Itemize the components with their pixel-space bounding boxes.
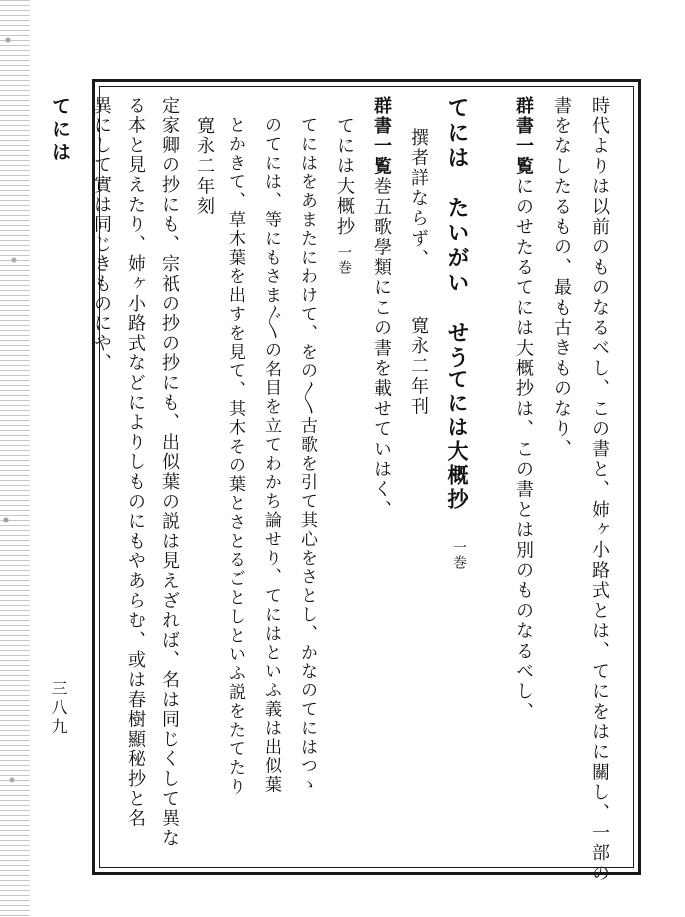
quote-entry-title: てには大概抄 <box>334 116 355 238</box>
para2-line1: 定家卿の抄にも、宗祇の抄の抄にも、出似葉の説は見えざれば、名は同じくして異な <box>159 96 180 849</box>
source-line-label: 群書一覧 <box>371 96 392 177</box>
section-heading: てには たいがい せう <box>444 96 470 371</box>
author-line: 撰者詳ならず、 <box>408 128 429 270</box>
para2-line2: る本と見えたり、姉ヶ小路式などによりしものにもやあらむ、或は春樹顯秘抄と名 <box>125 96 146 829</box>
section-subtitle: てには大概抄 <box>445 368 470 512</box>
para1-line2: 書をなしたるもの、最も古きものなり、 <box>551 96 572 460</box>
source-line <box>372 96 390 520</box>
running-head: てには <box>49 96 71 165</box>
quote-line1: てにはをあまたにわけて、をの〳〵古歌を引て其心をさとし、かなのてにはつゝ <box>297 116 317 795</box>
author-edition: 寛永二年刊 <box>408 316 429 417</box>
para1-line3-text: にのせたるてには大概抄は、この書とは別のものなるべし、 <box>513 176 534 723</box>
para2-line3: 異にして實は同じきものにや、 <box>91 96 112 374</box>
section-volumes: 一巻 <box>451 540 467 570</box>
quote-entry <box>335 116 353 275</box>
quote-line3: とかきて、草木葉を出すを見て、其木その葉とさとるごとしといふ説をたてたり <box>225 116 245 797</box>
quote-entry-volumes: 一巻 <box>336 245 352 276</box>
quote-line2: のてには、等にもさま〴〵の名目を立てわかち論せり、てにはといふ義は出似葉 <box>261 116 281 795</box>
source-line-text: 巻五歌學類にこの書を載せていはく、 <box>371 176 392 521</box>
quote-edition-note: 寛永二年刻 <box>194 116 215 217</box>
source-label: 群書一覧 <box>513 96 534 177</box>
para1-line1: 時代よりは以前のものなるべし、この書と、姉ヶ小路式とは、てにをはに關し、一部の <box>589 96 610 884</box>
para1-line3 <box>514 96 532 722</box>
page-edge-shadow <box>0 0 30 917</box>
page-number: 三八九 <box>49 680 68 737</box>
